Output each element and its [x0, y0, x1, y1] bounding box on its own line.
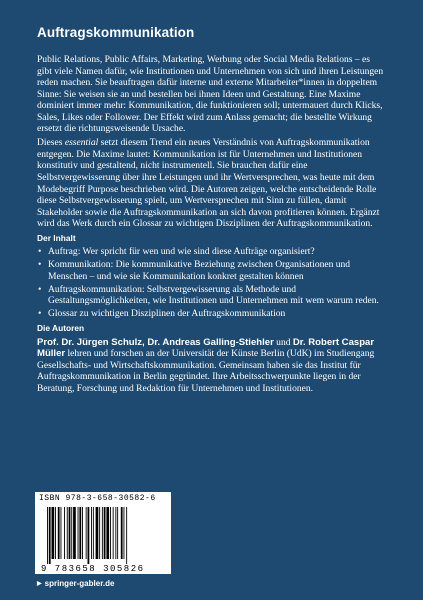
barcode-bar: [64, 507, 65, 559]
barcode-bar: [93, 507, 94, 559]
barcode-digits: 9 783658 305826: [41, 564, 145, 574]
contents-list: [37, 246, 387, 320]
barcode-bar: [79, 507, 81, 559]
contents-item: • Auftragskommunikation: Selbstvergewisserung als Methode und Gestaltungsmöglichkeiten, wie Institutionen und Unternehmen mit wem warum reden.: [37, 284, 387, 307]
barcode-bar: [71, 507, 72, 559]
barcode-bar: [104, 507, 106, 559]
barcode-bar: [61, 507, 62, 559]
description-paragraph: [37, 137, 387, 229]
barcode-bar: [106, 507, 109, 559]
para2-before: Dieses: [37, 137, 65, 149]
barcode-bar: [73, 507, 76, 559]
barcode-bar: [115, 507, 116, 559]
authors-and: und: [273, 336, 293, 348]
contents-item: • Auftrag: Wer spricht für wen und wie sind diese Aufträge organisiert?: [37, 246, 387, 258]
authors-heading: Die Autoren: [37, 323, 85, 334]
isbn-label: ISBN 978-3-658-30582-6: [39, 494, 156, 503]
barcode-bar: [117, 507, 118, 559]
barcode-bar: [82, 507, 83, 559]
barcode-bar: [102, 507, 103, 559]
publisher: [37, 579, 114, 588]
publisher-url: springer-gabler.de: [44, 579, 115, 588]
authors-paragraph: [37, 337, 387, 395]
para2-italic: essential: [64, 137, 99, 149]
book-title: Auftragskommunikation: [37, 25, 195, 40]
barcode-bar: [88, 507, 90, 564]
barcode-bar: [110, 507, 111, 559]
barcode-bar: [121, 507, 123, 559]
barcode-bar: [124, 507, 125, 559]
barcode-bar: [78, 507, 79, 559]
barcode: [35, 492, 171, 574]
barcode-bar: [55, 507, 56, 559]
barcode-bar: [113, 507, 114, 559]
barcode-bar: [96, 507, 99, 559]
authors-text: lehren und forschen an der Universität der Künste Berlin (UdK) im Studiengang Gesellschafts- und Wirtschaftskommunikation. Gemeinsam haben sie das Institut für Auftragskommunikation in Berlin gegründet. Ihre Arbeitsschwerpunkte liegen in der Beratung, Forschung und Redaktion für Unternehmen und Institutionen.: [37, 348, 375, 394]
blurb: [37, 54, 387, 394]
para2-after: setzt diesem Trend ein neues Verständnis von Auftragskommunikation entgegen. Die Maxime lautet: Kommunikation ist für Unternehmen und Institutionen konstitutiv und gestaltend, nicht instrumentell. Sie brauchen dafür eine Selbstvergewisserung über ihre Leistungen und ihr Wertversprechen, was heute mit dem Modebegriff Purpose beschrieben wird. Die Autoren zeigen, welche entscheidende Rolle diese Selbstvergewisserung spielt, um Wertversprechen mit Sinn zu füllen, damit Stakeholder sowie die Auftragskommunikation an sich davon profitieren können. Ergänzt wird das Werk durch ein Glossar zu wichtigen Disziplinen der Auftragskommunikation.: [37, 137, 380, 230]
barcode-bars: [35, 504, 171, 574]
contents-item: • Glossar zu wichtigen Disziplinen der Auftragskommunikation: [37, 308, 387, 320]
intro-paragraph: Public Relations, Public Affairs, Marketing, Werbung oder Social Media Relations – es gibt viele Namen dafür, wie Institutionen und Unternehmen von sich und ihren Leistungen reden machen. Sie beauftragen dafür interne und externe Mitarbeiter*innen in doppeltem Sinne: Sie weisen sie an und bestellen bei ihnen Ideen und Gestaltung. Eine Maxime dominiert immer mehr: Kommunikation, die funktionieren soll; untermauert durch Klicks, Sales, Likes oder Follower. Der Effekt wird zum Anlass gemacht; die bestellte Wirkung ersetzt die richtungsweisende Ursache.: [37, 54, 384, 135]
author-names: Prof. Dr. Jürgen Schulz, Dr. Andreas Galling-Stiehler: [37, 336, 274, 348]
barcode-bar: [91, 507, 92, 559]
barcode-bar: [52, 507, 55, 559]
contents-item: • Kommunikation: Die kommunikative Beziehung zwischen Organisationen und Menschen – und wie sie Kommunikation konkret gestalten können: [37, 259, 387, 282]
barcode-bar: [69, 507, 71, 559]
barcode-bar: [67, 507, 68, 559]
barcode-bar: [99, 507, 100, 559]
barcode-bar: [126, 507, 127, 564]
contents-heading: Der Inhalt: [37, 232, 76, 243]
barcode-bar: [86, 507, 87, 559]
barcode-bar: [58, 507, 60, 559]
barcode-bar: [49, 507, 51, 564]
barcode-bar: [47, 507, 48, 564]
triangle-right-icon: ▶: [37, 581, 42, 587]
author-name-3: Dr. Robert Caspar Müller: [37, 336, 375, 360]
